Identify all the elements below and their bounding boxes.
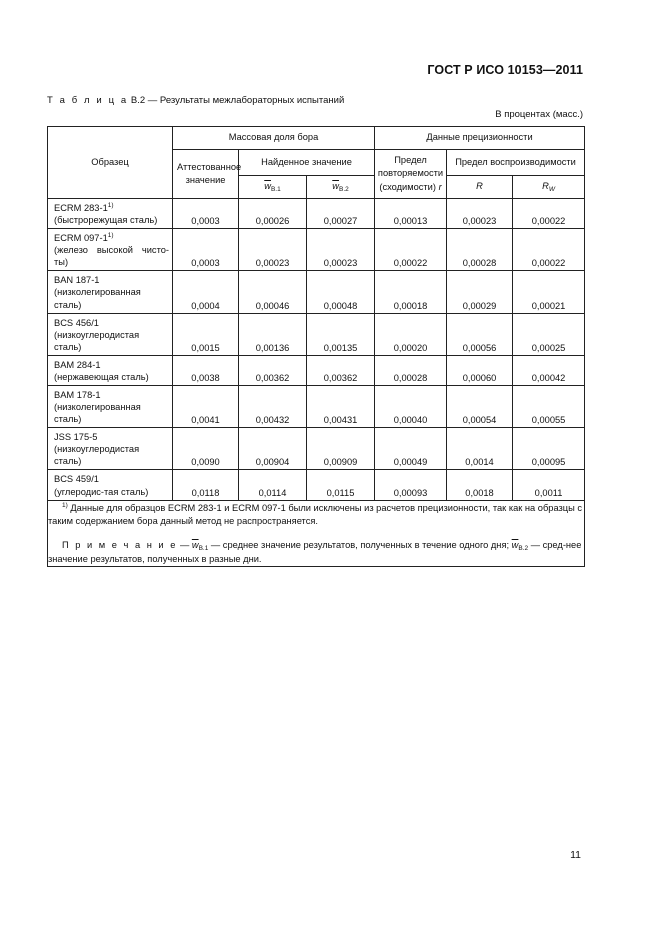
- cell-w1: 0,00362: [239, 355, 307, 385]
- cell-R: 0,00029: [447, 271, 513, 313]
- header-repeatability-symbol: r: [438, 181, 442, 192]
- cell-r: 0,00093: [375, 470, 447, 500]
- w-b2-symbol: $\overline{w}$: [332, 180, 339, 191]
- cell-w2: 0,0115: [307, 470, 375, 500]
- sample-cell: [48, 386, 173, 428]
- cell-r: 0,00040: [375, 386, 447, 428]
- sample-cell: [48, 199, 173, 229]
- header-w-b2: [307, 176, 375, 199]
- table-row: [48, 470, 585, 500]
- sample-cell: [48, 470, 173, 500]
- cell-w1: 0,00046: [239, 271, 307, 313]
- sample-name: BCS 459/1: [54, 474, 99, 485]
- sample-desc: (углеродис-тая сталь): [54, 486, 149, 497]
- footnote: [48, 501, 584, 528]
- sample-desc: (низколегированная сталь): [54, 287, 141, 310]
- cell-w2: 0,00027: [307, 199, 375, 229]
- header-found-value: Найденное значение: [239, 150, 375, 176]
- cell-w2: 0,00135: [307, 313, 375, 355]
- header-repeatability-line3: [375, 181, 446, 194]
- table-row: [48, 229, 585, 271]
- cell-Rw: 0,00055: [513, 386, 585, 428]
- sample-name: BAN 187-1: [54, 275, 100, 286]
- cell-r: 0,00049: [375, 428, 447, 470]
- note-label: П р и м е ч а н и е: [62, 540, 178, 551]
- table-row: [48, 355, 585, 385]
- cell-R: 0,00060: [447, 355, 513, 385]
- sample-cell: [48, 313, 173, 355]
- cell-R: 0,0014: [447, 428, 513, 470]
- cell-R: 0,00054: [447, 386, 513, 428]
- sample-desc: (низкоуглеродистая сталь): [54, 329, 140, 352]
- table-caption: [47, 95, 344, 106]
- cell-certified: 0,0004: [173, 271, 239, 313]
- cell-certified: 0,0118: [173, 470, 239, 500]
- cell-R: 0,00056: [447, 313, 513, 355]
- cell-w2: 0,00909: [307, 428, 375, 470]
- sample-name: JSS 175-5: [54, 432, 98, 443]
- table-caption-text: В.2 — Результаты межлабораторных испытаний: [128, 95, 345, 106]
- note-w2-subscript: В.2: [518, 545, 529, 553]
- table-row: [48, 313, 585, 355]
- sample-name: BCS 456/1: [54, 317, 99, 328]
- footnote-text: Данные для образцов ECRM 283-1 и ECRM 097-1 были исключены из расчетов прецизионности, так как на образцы с таким содержанием бора данный метод не распространяется.: [48, 502, 583, 526]
- cell-certified: 0,0090: [173, 428, 239, 470]
- w-b2-subscript: В.2: [338, 185, 349, 193]
- cell-w1: 0,00432: [239, 386, 307, 428]
- cell-w2: 0,00023: [307, 229, 375, 271]
- sample-cell: [48, 229, 173, 271]
- cell-w1: 0,00904: [239, 428, 307, 470]
- cell-r: 0,00020: [375, 313, 447, 355]
- w-b1-subscript: В.1: [270, 185, 281, 193]
- header-repeatability-line2: повторяемости: [377, 168, 444, 179]
- note-text-1: — среднее значение результатов, полученных в течение одного дня;: [208, 540, 512, 551]
- footnote-mark: 1): [62, 501, 68, 509]
- header-w-b1: [239, 176, 307, 199]
- cell-w2: 0,00431: [307, 386, 375, 428]
- header-precision-data: Данные прецизионности: [375, 127, 585, 150]
- cell-Rw: 0,0011: [513, 470, 585, 500]
- header-Rw: [513, 176, 585, 199]
- cell-Rw: 0,00025: [513, 313, 585, 355]
- sample-name: ECRM 283-1: [54, 203, 108, 213]
- note-dash: —: [177, 540, 192, 551]
- header-reproducibility: Предел воспроизводимости: [447, 150, 585, 176]
- cell-w1: 0,00026: [239, 199, 307, 229]
- table-row: [48, 271, 585, 313]
- cell-certified: 0,0003: [173, 229, 239, 271]
- header-repeatability-text: (сходимости): [379, 181, 436, 192]
- sample-name: ECRM 097-1: [54, 233, 108, 244]
- sample-cell: [48, 271, 173, 313]
- sample-name: BAM 284-1: [54, 359, 101, 370]
- sample-desc: (низколегированная сталь): [54, 402, 141, 425]
- cell-r: 0,00028: [375, 355, 447, 385]
- header-repeatability: [375, 150, 447, 199]
- cell-Rw: 0,00022: [513, 199, 585, 229]
- cell-R: 0,00023: [447, 199, 513, 229]
- cell-certified: 0,0041: [173, 386, 239, 428]
- footnote-ref: 1): [107, 232, 114, 240]
- cell-w2: 0,00048: [307, 271, 375, 313]
- cell-certified: 0,0038: [173, 355, 239, 385]
- cell-r: 0,00018: [375, 271, 447, 313]
- cell-R: 0,00028: [447, 229, 513, 271]
- cell-certified: 0,0003: [173, 199, 239, 229]
- notes-row: [48, 500, 585, 567]
- table-note: [48, 539, 584, 566]
- cell-R: 0,0018: [447, 470, 513, 500]
- header-repeatability-line1: Предел: [394, 154, 427, 165]
- table-notes: [48, 500, 585, 567]
- header-sample: Образец: [48, 127, 173, 199]
- table-row: [48, 199, 585, 229]
- cell-Rw: 0,00095: [513, 428, 585, 470]
- table-caption-label: Т а б л и ц а: [47, 95, 129, 106]
- table-row: [48, 428, 585, 470]
- cell-Rw: 0,00042: [513, 355, 585, 385]
- sample-desc: (железо высокой чисто-ты): [54, 245, 169, 268]
- header-R: R: [447, 176, 513, 199]
- cell-r: 0,00013: [375, 199, 447, 229]
- header-mass-fraction: Массовая доля бора: [173, 127, 375, 150]
- cell-w1: 0,00023: [239, 229, 307, 271]
- note-text-2: — сред-нее значение результатов, полученных в разные дни.: [48, 540, 582, 565]
- cell-Rw: 0,00022: [513, 229, 585, 271]
- sample-desc: (нержавеющая сталь): [54, 371, 149, 382]
- cell-Rw: 0,00021: [513, 271, 585, 313]
- page-number: 11: [570, 849, 581, 861]
- sample-cell: [48, 428, 173, 470]
- Rw-symbol: R: [542, 180, 549, 191]
- note-w1-subscript: В.1: [198, 545, 209, 553]
- cell-w1: 0,00136: [239, 313, 307, 355]
- w-b1-symbol: $\overline{w}$: [264, 180, 271, 191]
- cell-w2: 0,00362: [307, 355, 375, 385]
- cell-certified: 0,0015: [173, 313, 239, 355]
- footnote-ref: 1): [107, 202, 114, 209]
- sample-cell: [48, 355, 173, 385]
- header-certified-value: Аттестованное значение: [173, 150, 239, 199]
- Rw-subscript: W: [548, 185, 555, 193]
- results-table: [47, 126, 585, 567]
- document-title: ГОСТ Р ИСО 10153—2011: [427, 63, 583, 77]
- cell-r: 0,00022: [375, 229, 447, 271]
- units-label: В процентах (масс.): [495, 109, 583, 120]
- table-row: [48, 386, 585, 428]
- note-w1-symbol: $\overline{w}$: [191, 540, 199, 551]
- sample-name: BAM 178-1: [54, 390, 101, 401]
- note-w2-symbol: $\overline{w}$: [511, 540, 519, 551]
- sample-desc: (быстрорежущая сталь): [54, 215, 158, 226]
- sample-desc: (низкоуглеродистая сталь): [54, 444, 140, 467]
- cell-w1: 0,0114: [239, 470, 307, 500]
